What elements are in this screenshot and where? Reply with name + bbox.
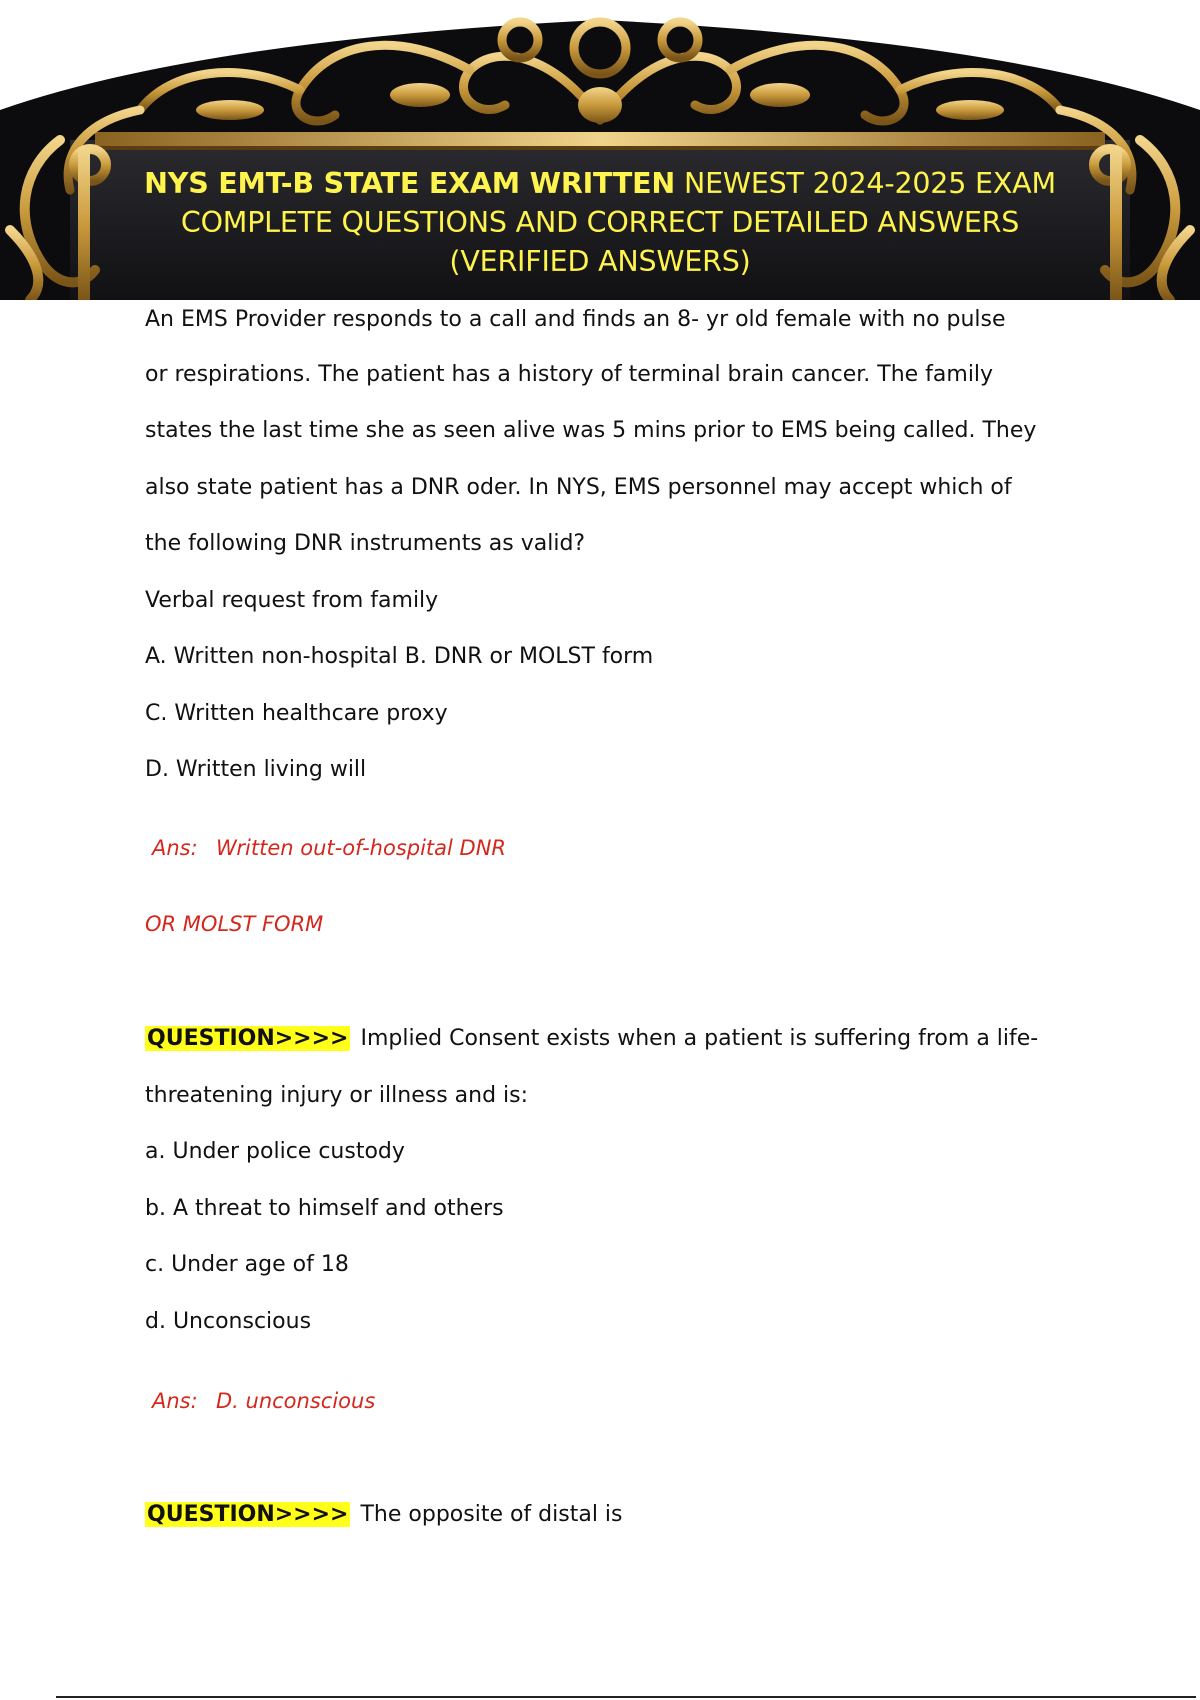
title-line-3: (VERIFIED ANSWERS) <box>449 245 751 278</box>
question-2-option: c. Under age of 18 <box>145 1252 349 1277</box>
answer-text: D. unconscious <box>216 1389 376 1413</box>
header-banner <box>0 0 1200 300</box>
answer-text: Written out-of-hospital DNR <box>216 836 507 860</box>
question-2-answer <box>152 1389 375 1413</box>
answer-label: Ans: <box>152 836 198 860</box>
question-2-option: b. A threat to himself and others <box>145 1196 504 1221</box>
title-bold: NYS EMT-B STATE EXAM WRITTEN <box>144 167 676 200</box>
question-1-answer-cont: OR MOLST FORM <box>145 912 324 936</box>
document-title <box>130 164 1070 281</box>
question-2-text: Implied Consent exists when a patient is suffering from a life- <box>360 1026 1039 1051</box>
question-tag: QUESTION>>>> <box>147 1502 349 1527</box>
question-3-line-1 <box>145 1502 623 1527</box>
answer-label: Ans: <box>152 1389 198 1413</box>
question-1-answer <box>152 836 506 860</box>
question-1-option: D. Written living will <box>145 757 367 782</box>
question-1-line-2: or respirations. The patient has a history of terminal brain cancer. The family <box>145 362 994 387</box>
title-line-2: COMPLETE QUESTIONS AND CORRECT DETAILED ANSWERS <box>180 206 1020 239</box>
title-rest: NEWEST 2024-2025 EXAM <box>675 167 1056 200</box>
question-1-line-3: states the last time she as seen alive was 5 mins prior to EMS being called. They <box>145 418 1037 443</box>
page-bottom-rule <box>56 1696 1196 1698</box>
question-1-option: Verbal request from family <box>145 588 439 613</box>
question-1-option: A. Written non-hospital B. DNR or MOLST form <box>145 644 654 669</box>
question-2-option: a. Under police custody <box>145 1139 405 1164</box>
question-2-line-2: threatening injury or illness and is: <box>145 1083 529 1108</box>
question-1-line-1: An EMS Provider responds to a call and finds an 8- yr old female with no pulse <box>145 307 1006 332</box>
question-3-text: The opposite of distal is <box>360 1502 623 1527</box>
question-tag: QUESTION>>>> <box>147 1026 349 1051</box>
question-2-line-1 <box>145 1026 1038 1051</box>
question-2-option: d. Unconscious <box>145 1309 312 1334</box>
question-1-option: C. Written healthcare proxy <box>145 701 448 726</box>
question-1-line-4: also state patient has a DNR oder. In NYS, EMS personnel may accept which of <box>145 475 1012 500</box>
question-1-line-5: the following DNR instruments as valid? <box>145 531 586 556</box>
